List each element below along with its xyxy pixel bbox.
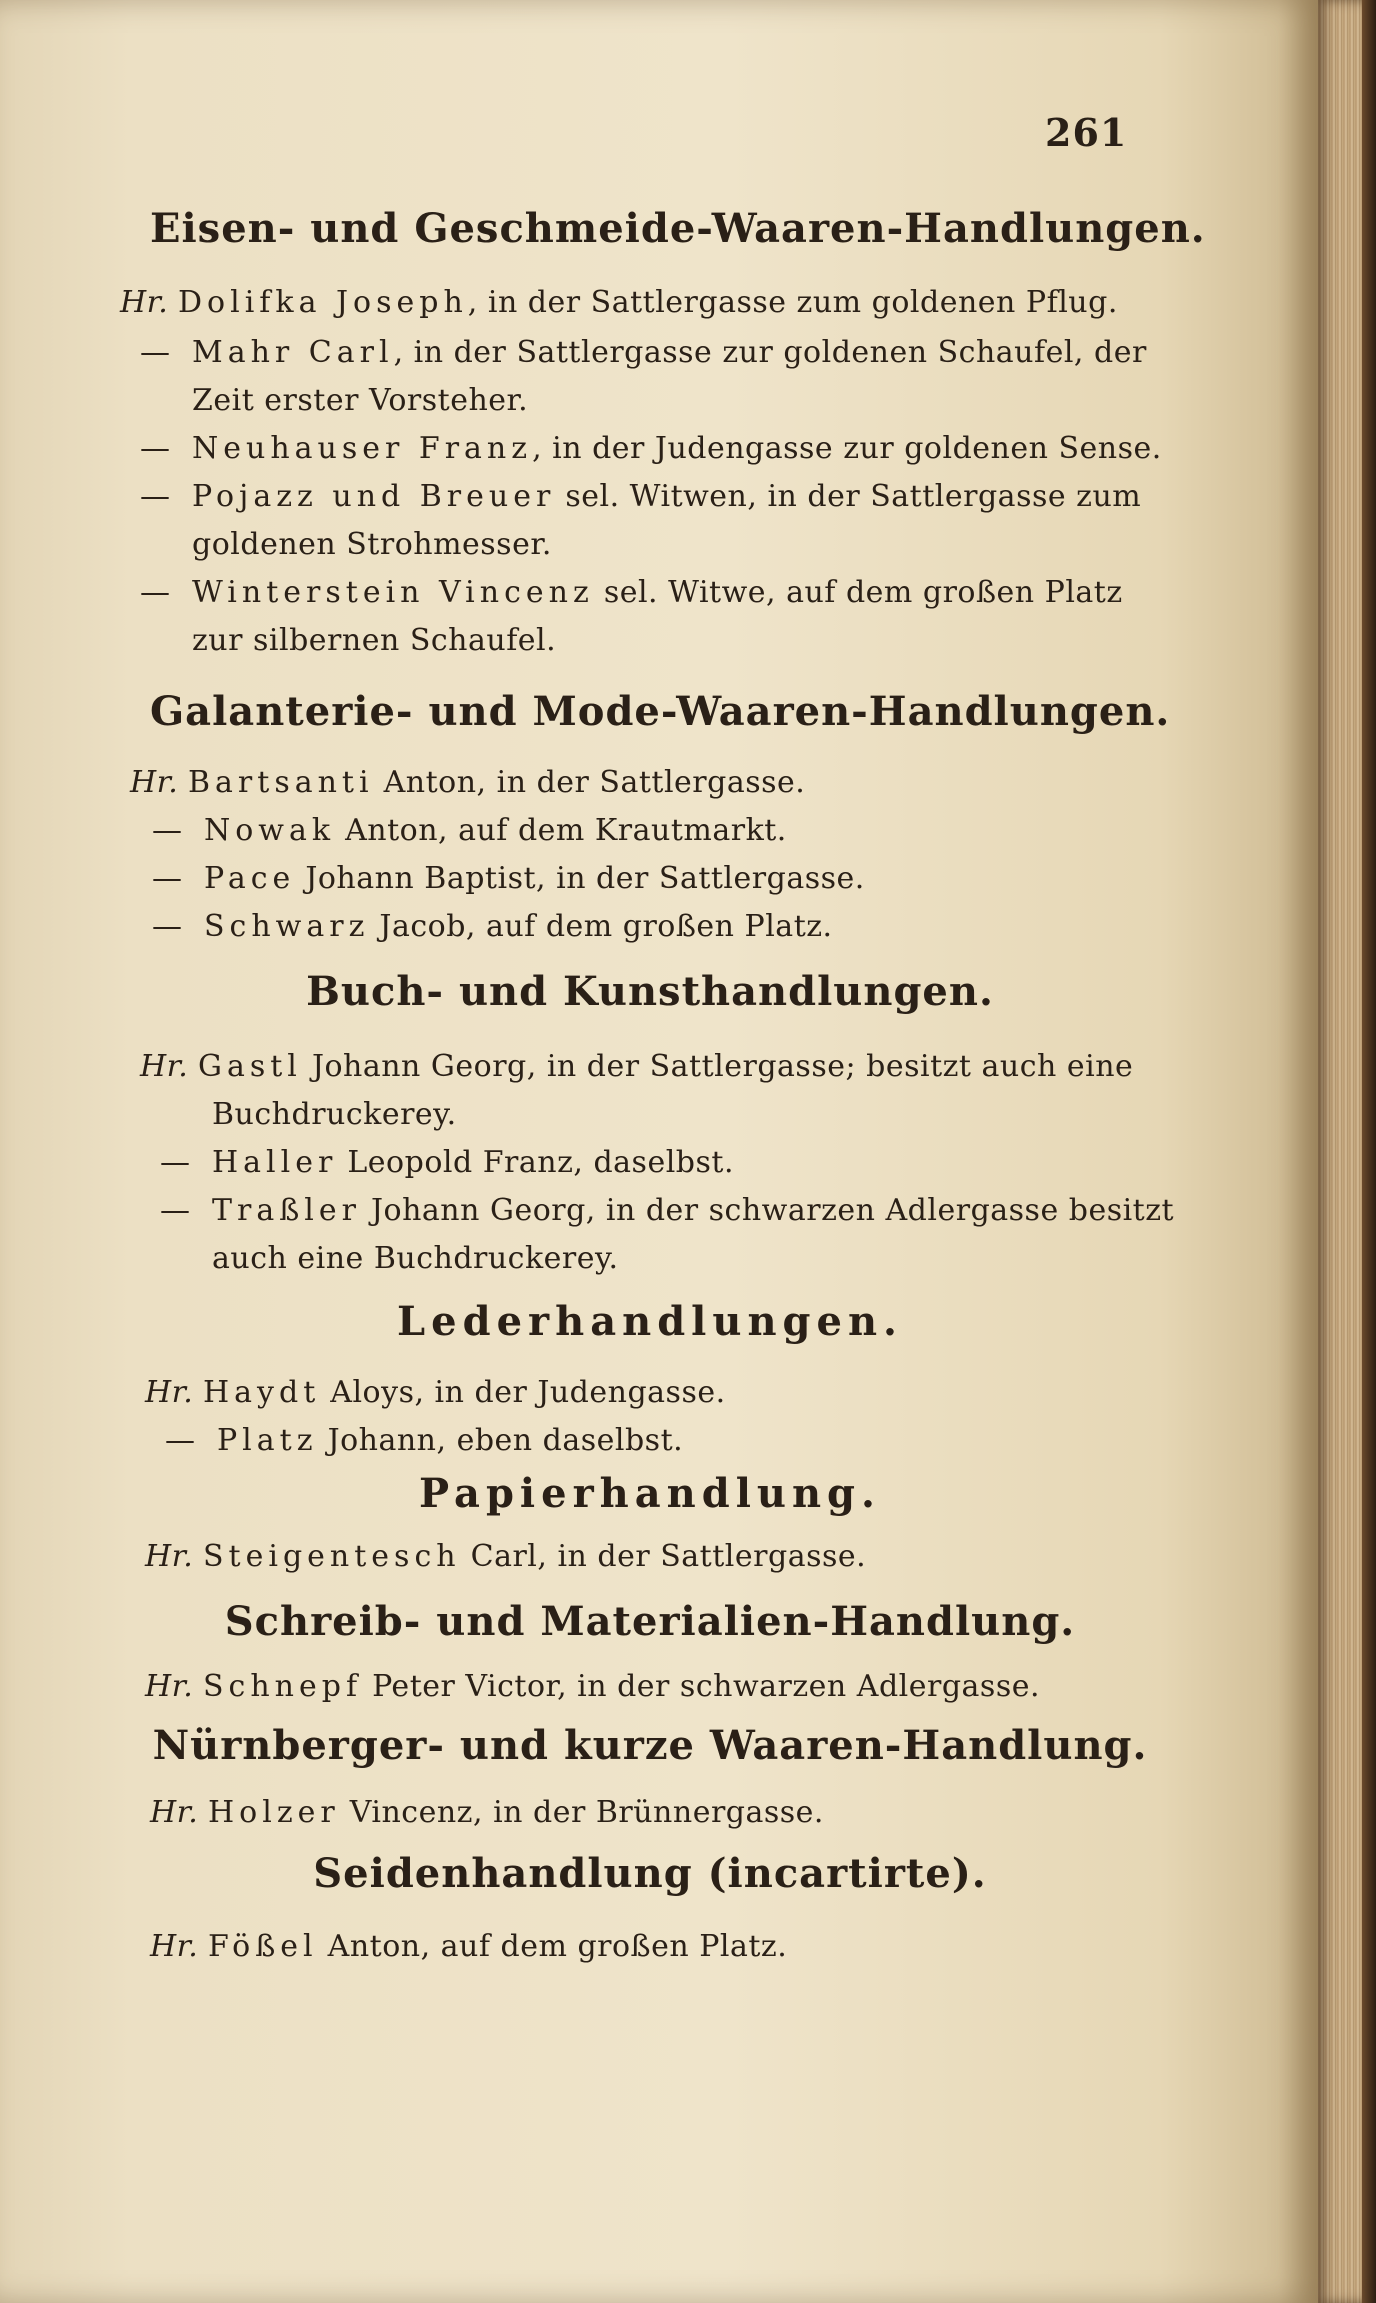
entry-name: Fößel [208, 1929, 318, 1964]
entry-text: Aloys, in der Judengasse. [320, 1375, 726, 1410]
entry-continuation: zur silbernen Schaufel. [192, 623, 557, 658]
entry-name: Gastl [198, 1049, 302, 1084]
entry-platz [165, 1414, 683, 1468]
entry-prefix: — [140, 575, 171, 610]
entry-text: Johann, eben daselbst. [317, 1423, 684, 1458]
entry-trassler [160, 1184, 1174, 1238]
entry-name: Platz [217, 1423, 318, 1458]
entry-mahr [140, 326, 1147, 380]
entry-text: , in der Sattlergasse zur goldenen Schaufel, der [393, 335, 1147, 370]
entry-name: Schwarz [204, 909, 370, 944]
entry-text: Jacob, auf dem großen Platz. [369, 909, 833, 944]
entry-prefix: Hr. [145, 1375, 194, 1410]
entry-prefix: — [160, 1193, 191, 1228]
entry-haller [160, 1136, 734, 1190]
section-heading-leder: Lederhandlungen. [397, 1298, 903, 1345]
entry-text: Anton, in der Sattlergasse. [373, 765, 806, 800]
entry-prefix: — [152, 861, 183, 896]
entry-prefix: Hr. [145, 1669, 194, 1704]
entry-name: Schnepf [203, 1669, 363, 1704]
entry-name: Traßler [212, 1193, 361, 1228]
section-heading-nuernberger: Nürnberger- und kurze Waaren-Handlung. [152, 1722, 1148, 1769]
entry-prefix: — [160, 1145, 191, 1180]
entry-text: Anton, auf dem großen Platz. [317, 1929, 788, 1964]
entry-text: , in der Sattlergasse zum goldenen Pflug. [467, 285, 1118, 320]
entry-name: Haller [212, 1145, 338, 1180]
entry-dolifka [120, 276, 1118, 330]
entry-text: sel. Witwen, in der Sattlergasse zum [555, 479, 1142, 514]
entry-schnepf [145, 1660, 1040, 1714]
entry-text: Johann Georg, in der Sattlergasse; besitzt auch eine [301, 1049, 1134, 1084]
entry-bartsanti [130, 756, 805, 810]
entry-name: Winterstein Vincenz [192, 575, 594, 610]
entry-text: Carl, in der Sattlergasse. [460, 1539, 867, 1574]
entry-pojazz [140, 470, 1141, 524]
entry-prefix: Hr. [140, 1049, 189, 1084]
entry-neuhauser [140, 422, 1162, 476]
entry-text: Leopold Franz, daselbst. [337, 1145, 734, 1180]
entry-prefix: Hr. [120, 285, 169, 320]
entry-text: , in der Judengasse zur goldenen Sense. [532, 431, 1162, 466]
entry-text: Vincenz, in der Brünnergasse. [339, 1795, 824, 1830]
entry-continuation: goldenen Strohmesser. [192, 527, 552, 562]
entry-name: Mahr Carl [192, 335, 394, 370]
entry-name: Dolifka Joseph [178, 285, 468, 320]
entry-text: sel. Witwe, auf dem großen Platz [593, 575, 1123, 610]
entry-prefix: — [165, 1423, 196, 1458]
entry-name: Pojazz und Breuer [192, 479, 556, 514]
entry-pace [152, 852, 865, 906]
entry-name: Pace [204, 861, 296, 896]
entry-prefix: Hr. [150, 1929, 199, 1964]
section-heading-eisen: Eisen- und Geschmeide-Waaren-Handlungen. [150, 205, 1206, 252]
entry-name: Bartsanti [188, 765, 374, 800]
entry-haydt [145, 1366, 726, 1420]
entry-prefix: Hr. [130, 765, 179, 800]
page-number: 261 [1045, 110, 1128, 155]
entry-prefix: — [140, 335, 171, 370]
entry-nowak [152, 804, 787, 858]
entry-winterstein [140, 566, 1123, 620]
entry-text: Peter Victor, in der schwarzen Adlergasse. [362, 1669, 1041, 1704]
entry-continuation: Zeit erster Vorsteher. [192, 383, 529, 418]
entry-name: Nowak [204, 813, 336, 848]
entry-name: Holzer [208, 1795, 340, 1830]
entry-text: Anton, auf dem Krautmarkt. [335, 813, 787, 848]
entry-text: Johann Baptist, in der Sattlergasse. [295, 861, 865, 896]
entry-name: Haydt [203, 1375, 321, 1410]
entry-gastl [140, 1040, 1133, 1094]
section-heading-schreib: Schreib- und Materialien-Handlung. [224, 1598, 1076, 1645]
section-heading-galanterie: Galanterie- und Mode-Waaren-Handlungen. [150, 688, 1171, 735]
entry-continuation: auch eine Buchdruckerey. [212, 1241, 619, 1276]
entry-prefix: Hr. [150, 1795, 199, 1830]
entry-prefix: Hr. [145, 1539, 194, 1574]
entry-prefix: — [152, 813, 183, 848]
entry-prefix: — [152, 909, 183, 944]
section-heading-papier: Papierhandlung. [419, 1470, 881, 1517]
entry-foessel [150, 1920, 787, 1974]
entry-prefix: — [140, 479, 171, 514]
entry-prefix: — [140, 431, 171, 466]
entry-holzer [150, 1786, 824, 1840]
entry-name: Neuhauser Franz [192, 431, 533, 466]
section-heading-seiden: Seidenhandlung (incartirte). [313, 1850, 987, 1897]
entry-text: Johann Georg, in der schwarzen Adlergasse besitzt [360, 1193, 1175, 1228]
section-heading-buch: Buch- und Kunsthandlungen. [306, 968, 994, 1015]
entry-steigentesch [145, 1530, 866, 1584]
entry-continuation: Buchdruckerey. [212, 1097, 457, 1132]
page-edges [1318, 0, 1376, 2303]
entry-name: Steigentesch [203, 1539, 461, 1574]
entry-schwarz [152, 900, 833, 954]
